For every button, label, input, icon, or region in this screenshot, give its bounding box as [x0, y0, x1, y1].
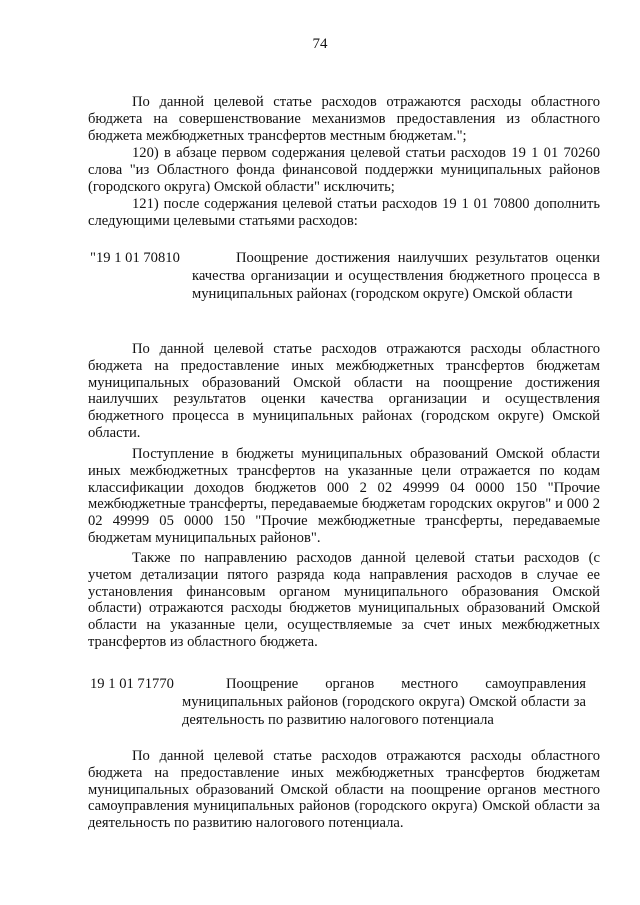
paragraph-3: 121) после содержания целевой статьи расходов 19 1 01 70800 дополнить следующими целевыми статьями расходов:: [88, 196, 600, 229]
paragraph-1: По данной целевой статье расходов отражаются расходы областного бюджета на совершенствование механизмов предоставления из областного бюджета межбюджетных трансфертов местным бюджетам.";: [88, 94, 600, 144]
paragraph-2: 120) в абзаце первом содержания целевой статьи расходов 19 1 01 70260 слова "из Областного фонда финансовой поддержки муниципальных районов (городского округа) Омской области" исключить;: [88, 145, 600, 195]
section-title-71770: Поощрение органов местного самоуправления муниципальных районов (городского округа) Омской области за деятельность по развитию налогового потенциала: [182, 676, 586, 728]
paragraph-6: Также по направлению расходов данной целевой статьи расходов (с учетом детализации пятого разряда кода направления расходов в случае ее установления финансовым органом муниципального образования Омской области) отражаются расходы бюджетов муниципальных образований Омской области на указанные цели, осуществляемые за счет иных межбюджетных трансфертов из областного бюджета.: [88, 550, 600, 650]
page-number: 74: [312, 36, 328, 52]
budget-code-71770: 19 1 01 71770: [90, 676, 174, 692]
paragraph-5: Поступление в бюджеты муниципальных образований Омской области иных межбюджетных трансфертов на указанные цели отражается по кодам классификации доходов бюджетов 000 2 02 49999 04 0000 150 "Прочие межбюджетные трансферты, передаваемые бюджетам городских округов" и 000 2 02 49999 05 0000 150 "Прочие межбюджетные трансферты, передаваемые бюджетам муниципальных районов".: [88, 446, 600, 546]
paragraph-4: По данной целевой статье расходов отражаются расходы областного бюджета на предоставление иных межбюджетных трансфертов бюджетам муниципальных образований Омской области на поощрение достижения наилучших результатов оценки качества организации и осуществления бюджетного процесса в муниципальных районах (городском округе) Омской области.: [88, 341, 600, 441]
section-title-70810: Поощрение достижения наилучших результатов оценки качества организации и осуществления бюджетного процесса в муниципальных районах (городском округе) Омской области: [192, 250, 600, 302]
budget-code-70810: "19 1 01 70810: [90, 250, 180, 266]
paragraph-7: По данной целевой статье расходов отражаются расходы областного бюджета на предоставление иных межбюджетных трансфертов бюджетам муниципальных образований Омской области на поощрение органов местного самоуправления муниципальных районов (городского округа) Омской области за деятельность по развитию налогового потенциала.: [88, 748, 600, 832]
